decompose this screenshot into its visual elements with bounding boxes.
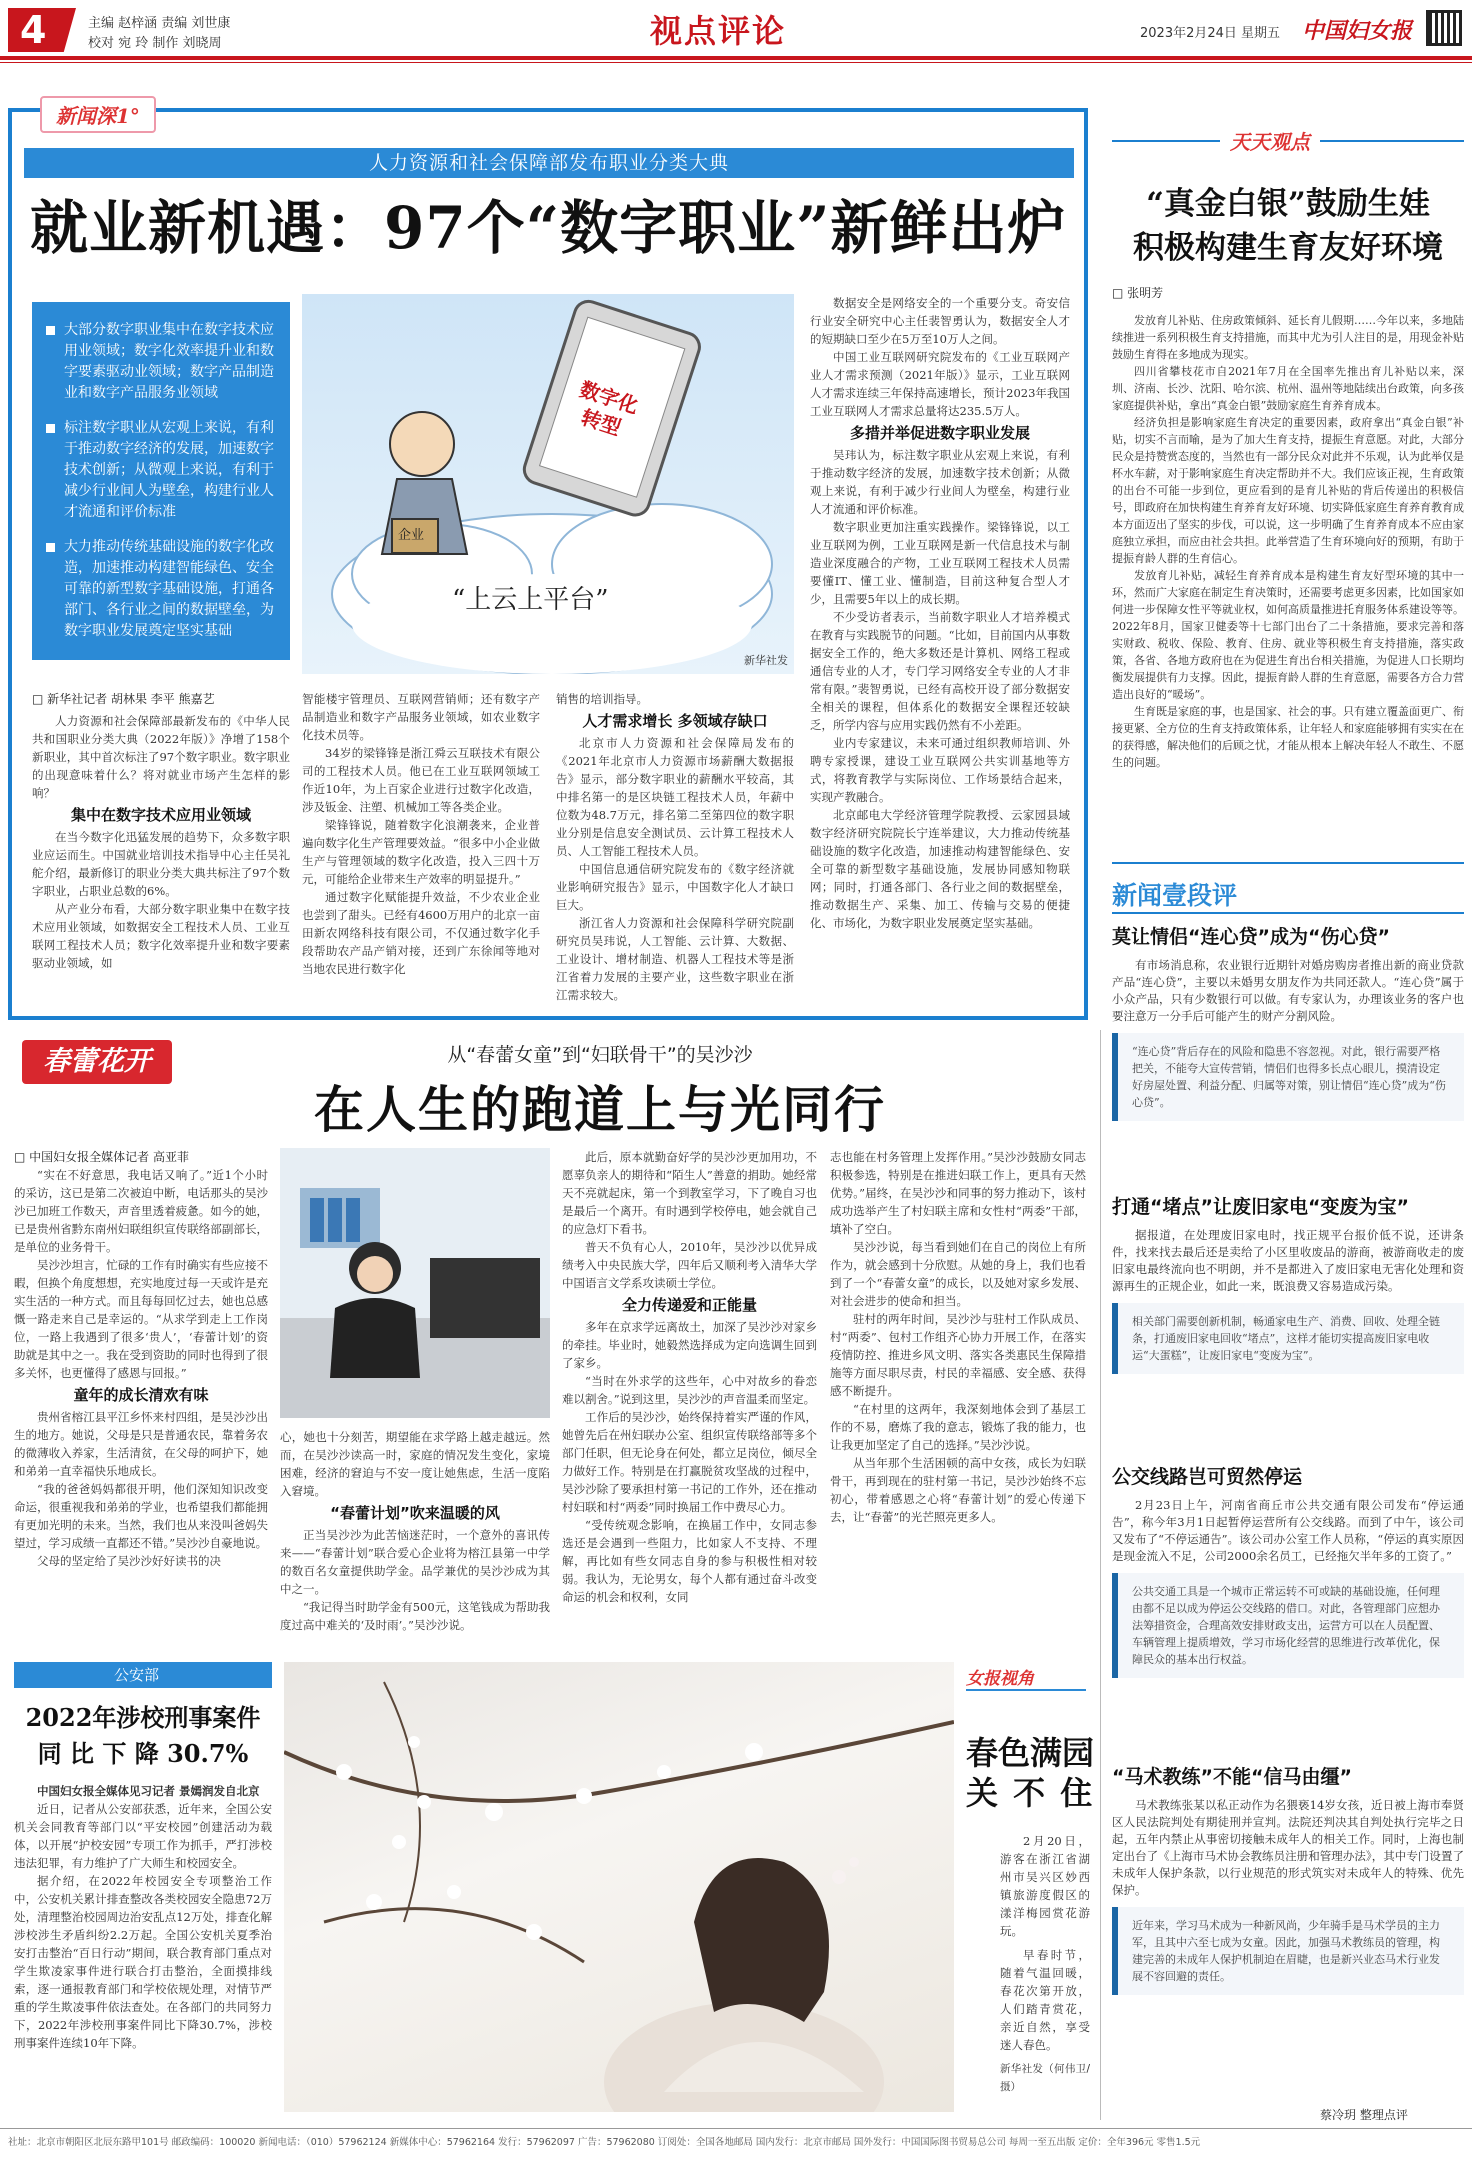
xinwen-item-3 bbox=[1112, 1462, 1464, 1678]
feature-tag: 新闻深1° bbox=[40, 96, 156, 133]
editor-credits-2: 校对 宛 玲 制作 刘晓周 bbox=[88, 36, 222, 51]
tablet-text: 数字化转型 bbox=[576, 376, 642, 440]
tiantian-title-1: “真金白银”鼓励生娃 bbox=[1146, 186, 1430, 222]
paragraph: 四川省攀枝花市自2021年7月在全国率先推出育儿补贴以来，深圳、济南、长沙、沈阳、哈尔滨、杭州、温州等地陆续出台政策，向多孩家庭提供补贴，拿出“真金白银”鼓励家庭生育养育成本。 bbox=[1112, 365, 1464, 412]
cloud-text: “上云上平台” bbox=[452, 585, 609, 615]
masthead bbox=[0, 0, 1472, 62]
tiantian-author: □ 张明芳 bbox=[1112, 286, 1164, 300]
bullet-item: 大力推动传统基础设施的数字化改造，加速推动构建智能绿色、安全可靠的新型数字基础设施，打通各部门、各行业之间的数据壁垒，为数字职业发展奠定坚实基础 bbox=[44, 537, 278, 642]
xinwen-item-title: 打通“堵点”让废旧家电“变废为宝” bbox=[1112, 1196, 1409, 1218]
paragraph: 销售的培训指导。 bbox=[556, 692, 648, 706]
xinwen-item-body: 马术教练张某以私正动作为名猥亵14岁女孩，近日被上海市奉贤区人民法院判处有期徒刑并宣判。法院还判决其自判处执行完毕之日起，五年内禁止从事密切接触未成年人的相关工作。同时，上海也制定出台了《上海市马术协会教练员注册和管理办法》，其中专门设置了未成年人保护条款，以行业规范的形式筑实对未成年人的特殊、优先保护。 bbox=[1112, 1798, 1464, 1897]
feature-subhead-3: 多措并举促进数字职业发展 bbox=[849, 424, 1030, 442]
tiantian-bottom-rule bbox=[1112, 862, 1464, 864]
paragraph: 梁锋锋说，随着数字化浪潮袭来，企业普遍向数字化生产管理要效益。“很多中小企业做生产与管理领域的数字化改造，投入三四十万元，可能给企业带来生产效率的明显提升。” bbox=[302, 818, 540, 886]
xinwen-item-body: 有市场消息称，农业银行近期针对婚房购房者推出新的商业贷款产品“连心贷”，主要以未婚男女朋友作为共同还款人。“连心贷”属于小众产品，只有少数银行可以做。有专家认为，办理该业务的客户也要注意万一分手后可能产生的财产分割风险。 bbox=[1112, 958, 1464, 1023]
feature-byline: □ 新华社记者 胡林果 李平 熊嘉艺 bbox=[32, 692, 215, 706]
paragraph: 贵州省榕江县平江乡怀来村四组，是吴沙沙出生的地方。她说，父母是只是普通农民，靠着务农的微薄收入养家，生活清贫，在父母的呵护下，她和弟弟一直幸福快乐地成长。 bbox=[14, 1410, 268, 1478]
paragraph: 生育既是家庭的事，也是国家、社会的事。只有建立覆盖面更广、衔接更紧、全方位的生育支持政策体系，让年轻人和家庭能够拥有实实在在的获得感，解决他们的后顾之忧，才能从根本上解决年轻人不敢生、不愿生的问题。 bbox=[1112, 705, 1464, 769]
paragraph: 据介绍，在2022年校园安全专项整治工作中，公安机关累计排查整改各类校园安全隐患72万处，清理整治校园周边治安乱点12万处，排查化解涉校涉生矛盾纠纷2.2万起。全国公安机关夏季治安打击整治“百日行动”期间，联合教育部门重点对学生欺凌家事件进行联合打击整治，全面摸排线索，逐一通报教育部门和学校依规处理，对情节严重的学生欺凌事件依法查处。在各部门的共同努力下，2022年涉校刑事案件同比下降30.7%，涉校刑事案件连续10年下降。 bbox=[14, 1874, 272, 2050]
xinwen-item-quote: 公共交通工具是一个城市正常运转不可或缺的基础设施，任何理由都不足以成为停运公交线路的借口。对此，各管理部门应想办法筹措资金，合理高效安排财政支出，运营方可以在人员配置、车辆管理上提质增效，学习市场化经营的思维进行改革优化，保障民众的基本出行权益。 bbox=[1112, 1573, 1464, 1678]
chunlei-subhead-3: 全力传递爱和正能量 bbox=[621, 1296, 757, 1314]
xinwen-compiler: 蔡冷玥 整理点评 bbox=[1320, 2108, 1408, 2122]
paragraph: 从当年那个生活困顿的高中女孩，成长为妇联骨干，再到现在的驻村第一书记，吴沙沙始终不忘初心，带着感恩之心将“春蕾计划”的爱心传递下去，让“春蕾”的光芒照亮更多人。 bbox=[830, 1456, 1086, 1524]
paragraph: 心，她也十分刻苦，期望能在求学路上越走越远。然而，在吴沙沙读高一时，家庭的情况发生变化，家境困难，经济的窘迫与不安一度让她焦虑，生活一度陷入窘境。 bbox=[280, 1430, 550, 1498]
chunlei-subhead-2: “春蕾计划”吹来温暖的风 bbox=[330, 1504, 500, 1522]
blossom-photo bbox=[284, 1662, 954, 2112]
feature-banner: 人力资源和社会保障部发布职业分类大典 bbox=[24, 148, 1074, 178]
xinwen-item-quote: “连心贷”背后存在的风险和隐患不容忽视。对此，银行需要严格把关，不能夸大宣传营销，情侣们也得多长点心眼儿，摸清设定好房屋处置、利益分配、归属等对策，别让情侣“连心贷”成为“伤心贷”。 bbox=[1112, 1033, 1464, 1121]
paragraph: 正当吴沙沙为此苦恼迷茫时，一个意外的喜讯传来——“春蕾计划”联合爱心企业将为榕江县第一中学的数百名女童提供助学金。品学兼优的吴沙沙成为其中之一。 bbox=[280, 1528, 550, 1596]
paragraph: 吴沙沙说，每当看到她们在自己的岗位上有所作为，就会感到十分欣慰。从她的身上，我们也看到了一个“春蕾女童”的成长，以及她对家乡发展、对社会进步的使命和担当。 bbox=[830, 1240, 1086, 1308]
footer-rule bbox=[0, 2128, 1472, 2129]
bag-text: 企业 bbox=[398, 528, 425, 543]
chunlei-byline-text: 中国妇女报全媒体记者 高亚菲 bbox=[29, 1150, 189, 1164]
chunlei-tag: 春蕾花开 bbox=[22, 1040, 172, 1084]
paragraph: 北京市人力资源和社会保障局发布的《2021年北京市人力资源市场薪酬大数据报告》显示，部分数字职业的薪酬水平较高，其中排名第一的是区块链工程技术人员，年薪中位数为48.7万元，排名第二至第四位的数字职业分别是信息安全测试员、云计算工程技术人员、人工智能工程技术人员。 bbox=[556, 736, 794, 858]
xinwen-item-1 bbox=[1112, 922, 1464, 1121]
header-rule-thin bbox=[0, 62, 1472, 63]
chunlei-col-1 bbox=[14, 1166, 268, 1570]
paragraph: “当时在外求学的这些年，心中对故乡的眷恋难以割舍。”说到这里，吴沙沙的声音温柔而坚定。 bbox=[562, 1374, 817, 1406]
paragraph: 父母的坚定给了吴沙沙好好读书的决 bbox=[37, 1554, 221, 1568]
chunlei-subhead-1: 童年的成长清欢有味 bbox=[73, 1386, 209, 1404]
xinwen-item-title: 莫让情侣“连心贷”成为“伤心贷” bbox=[1112, 926, 1390, 948]
xinwen-item-quote: 相关部门需要创新机制，畅通家电生产、消费、回收、处理全链条，打通废旧家电回收“堵点”，这样才能切实提高废旧家电收运“大蛋糕”，让废旧家电“变废为宝”。 bbox=[1112, 1303, 1464, 1374]
paragraph: “在村里的这两年，我深刻地体会到了基层工作的不易，磨炼了我的意志，锻炼了我的能力，也让我更加坚定了自己的选择。”吴沙沙说。 bbox=[830, 1402, 1086, 1452]
feature-col-4 bbox=[810, 294, 1070, 1010]
feature-headline: 就业新机遇：97个“数字职业”新鲜出炉 bbox=[30, 194, 1067, 262]
paragraph: 发放育儿补贴、住房政策倾斜、延长育儿假期……今年以来，多地陆续推进一系列积极生育支持措施，而其中尤为引人注目的是，用现金补贴鼓励生育得在多地成为现实。 bbox=[1112, 314, 1464, 361]
chunlei-col-4 bbox=[830, 1148, 1086, 1638]
paragraph: 普天不负有心人，2010年，吴沙沙以优异成绩考入中央民族大学，四年后又顺利考入清华大学中国语言文学系攻读硕士学位。 bbox=[562, 1240, 817, 1290]
photo-title-1: 春色满园 bbox=[966, 1734, 1095, 1772]
gongan-title-2: 同 比 下 降 30.7% bbox=[37, 1739, 249, 1768]
paragraph: 工作后的吴沙沙，始终保持着实严谨的作风，她曾先后在州妇联办公室、组织宣传联络部等多个部门任职，但无论身在何处，都立足岗位，倾尽全力做好工作。特别是在打赢脱贫攻坚战的过程中，吴沙沙除了要承担村第一书记的工作外，还在推动村妇联和村“两委”同时换届工作中费尽心力。 bbox=[562, 1410, 817, 1514]
footer-imprint: 社址：北京市朝阳区北辰东路甲101号 邮政编码：100020 新闻电话：（010）57962124 新媒体中心：57962164 发行：57962097 广告：57962080 订阅处：全国各地邮局 国内发行：北京市邮局 国外发行：中国国际图书贸易总公司 每周一至五出版 定价：全年396元 零售1.5元 bbox=[8, 2137, 1201, 2148]
xinwen-tag-rule bbox=[1112, 912, 1464, 914]
column-divider bbox=[1100, 1030, 1101, 2120]
paragraph: 近日，记者从公安部获悉，近年来，全国公安机关会同教育等部门以“平安校园”创建活动为载体，以开展“护校安园”专项工作为抓手，严打涉校违法犯罪，有力维护了广大师生和校园安全。 bbox=[14, 1802, 272, 1870]
xinwen-item-body: 据报道，在处理废旧家电时，找正规平台报价低不说，还讲条件，找来找去最后还是卖给了小区里收废品的游商，被游商收走的废旧家电最终流向也不明朗，并不是都进入了废旧家电无害化处理和资源再生的正规企业，如此一来，既浪费又容易造成污染。 bbox=[1112, 1228, 1464, 1293]
xinwen-item-quote: 近年来，学习马术成为一种新风尚，少年骑手是马术学员的主力军，且其中六至七成为女童。因此，加强马术教练员的管理，构建完善的未成年人保护机制迫在眉睫，也是新兴业态马术行业发展不容回避的责任。 bbox=[1112, 1907, 1464, 1995]
xinwen-item-2 bbox=[1112, 1192, 1464, 1374]
chunlei-col-2 bbox=[280, 1428, 550, 1634]
tiantian-author-text: 张明芳 bbox=[1127, 286, 1164, 300]
header-rule bbox=[0, 56, 1472, 60]
qr-code-icon bbox=[1426, 10, 1462, 46]
chunlei-kicker: 从“春蕾女童”到“妇联骨干”的吴沙沙 bbox=[447, 1044, 753, 1066]
chunlei-headline: 在人生的跑道上与光同行 bbox=[314, 1080, 886, 1139]
gongan-lead: 中国妇女报全媒体见习记者 景嫣润发自北京 bbox=[37, 1784, 260, 1798]
paragraph: 在当今数字化迅猛发展的趋势下，众多数字职业应运而生。中国就业培训技术指导中心主任吴礼舵介绍，最新修订的职业分类大典共标注了97个数字职业，占职业总数的6%。 bbox=[32, 830, 290, 898]
illustration-credit: 新华社发 bbox=[744, 654, 788, 667]
office-worker-photo bbox=[280, 1148, 550, 1418]
chunlei-byline: □ 中国妇女报全媒体记者 高亚菲 bbox=[14, 1150, 189, 1164]
page-number: 4 bbox=[20, 8, 47, 52]
photo-caption bbox=[1000, 1832, 1090, 2096]
tiantian-title-2: 积极构建生育友好环境 bbox=[1133, 230, 1443, 266]
paragraph: 智能楼宇管理员、互联网营销师；还有数字产品制造业和数字产品服务业领域，如农业数字化技术员等。 bbox=[302, 692, 540, 742]
xinwen-tag: 新闻壹段评 bbox=[1112, 881, 1238, 910]
paragraph: 数据安全是网络安全的一个重要分支。奇安信行业安全研究中心主任裴智勇认为，数据安全人才的短期缺口至少在5万至10万人之间。 bbox=[810, 296, 1070, 346]
xinwen-item-title: “马术教练”不能“信马由缰” bbox=[1112, 1766, 1352, 1788]
paragraph: 此后，原本就勤奋好学的吴沙沙更加用功，不愿辜负亲人的期待和“陌生人”善意的捐助。她经常天不亮就起床，第一个到教室学习，下了晚自习也是最后一个离开。有时遇到学校停电，她会就自己的应急灯下看书。 bbox=[562, 1150, 817, 1236]
feature-col-1 bbox=[32, 712, 290, 972]
paragraph: 通过数字化赋能提升效益，不少农业企业也尝到了甜头。已经有4600万用户的北京一亩田新农网络科技有限公司，不仅通过数字化手段帮助农产品产销对接，还到广东徐闻等地对当地农民进行数字化 bbox=[302, 890, 540, 976]
feature-col-3 bbox=[556, 690, 794, 1010]
paper-logo: 中国妇女报 bbox=[1302, 18, 1413, 44]
gongan-body bbox=[14, 1782, 272, 2122]
cloud-tablet-cartoon bbox=[302, 294, 794, 674]
paragraph: 人力资源和社会保障部最新发布的《中华人民共和国职业分类大典（2022年版）》净增了158个新职业，其中首次标注了97个数字职业。数字职业的出现意味着什么？将对就业市场产生怎样的影响？ bbox=[32, 714, 290, 800]
paragraph: 吴玮认为，标注数字职业从宏观上来说，有利于推动数字经济的发展，加速数字技术创新；从微观上来说，有利于减少行业间人为壁垒，构建行业人才流通和评价标准。 bbox=[810, 448, 1070, 516]
photo-title-2: 关 不 住 bbox=[966, 1774, 1095, 1812]
gongan-title-1: 2022年涉校刑事案件 bbox=[25, 1703, 261, 1732]
caption-text: 2月20日，游客在浙江省湖州市吴兴区妙西镇旅游度假区的漾洋梅园赏花游玩。 bbox=[1000, 1834, 1090, 1938]
paragraph: 不少受访者表示，当前数字职业人才培养模式在教育与实践脱节的问题。“比如，目前国内从事数据安全工作的，绝大多数还是计算机、网络工程或通信专业的人才，专门学习网络安全专业的人才非常有限。”裴智勇说，已经有高校开设了部分数据安全相关的课程，但体系化的数据安全课程还较缺乏，所学内容与应用实践仍然有不小差距。 bbox=[810, 610, 1070, 732]
paragraph: 业内专家建议，未来可通过组织教师培训、外聘专家授课，建设工业互联网公共实训基地等方式，将教育教学与实际岗位、工作场景结合起来，实现产教融合。 bbox=[810, 736, 1070, 804]
xinwen-item-body: 2月23日上午，河南省商丘市公共交通有限公司发布“停运通告”，称今年3月1日起暂停运营所有公交线路。而到了中午，该公司又发布了“不停运通告”。该公司办公室工作人员称，“停运的真实原因是现金流入不足，公司2000余名员工，已经拖欠半年多的工资了。” bbox=[1112, 1498, 1464, 1563]
photo-tag: 女报视角 bbox=[966, 1664, 1086, 1691]
issue-date: 2023年2月24日 星期五 bbox=[1140, 26, 1281, 41]
plum-blossom-photo bbox=[284, 1662, 954, 2112]
paragraph: 从产业分布看，大部分数字职业集中在数字技术应用业领域，如数据安全工程技术人员、工业互联网工程技术人员；数字化效率提升业和数字要素驱动业领域，如 bbox=[32, 902, 290, 970]
paragraph: 数字职业更加注重实践操作。梁锋锋说，以工业互联网为例，工业互联网是新一代信息技术与制造业深度融合的产物，工业互联网工程技术人员需要懂IT、懂工业、懂制造，目前这种复合型人才少，且需要5年以上的成长期。 bbox=[810, 520, 1070, 606]
paragraph: 多年在京求学远离故土，加深了吴沙沙对家乡的牵挂。毕业时，她毅然选择成为定向选调生回到了家乡。 bbox=[562, 1320, 817, 1370]
paragraph: 中国工业互联网研究院发布的《工业互联网产业人才需求预测（2021年版）》显示，工业互联网人才需求连续三年保持高速增长，预计2023年我国工业互联网人才需求总量将达235.5万人。 bbox=[810, 350, 1070, 418]
paragraph: “受传统观念影响，在换届工作中，女同志参选还是会遇到一些阻力，比如家人不支持、不理解，再比如有些女同志自身的参与积极性相对较弱。我认为，无论男女，每个人都有通过奋斗改变命运的机会和权利，女同 bbox=[562, 1518, 817, 1604]
feature-bullets bbox=[32, 302, 290, 660]
xinwen-item-title: 公交线路岂可贸然停运 bbox=[1112, 1466, 1303, 1488]
feature-col-2 bbox=[302, 690, 540, 1010]
paragraph: 中国信息通信研究院发布的《数字经济就业影响研究报告》显示，中国数字化人才缺口巨大。 bbox=[556, 862, 794, 912]
chunlei-col-3 bbox=[562, 1148, 817, 1638]
paragraph: 驻村的两年时间，吴沙沙与驻村工作队成员、村“两委”、包村工作组齐心协力开展工作，在落实疫情防控、推进乡风文明、落实各类惠民生保障措施等方面尽职尽责，村民的幸福感、安全感、获得感不断提升。 bbox=[830, 1312, 1086, 1398]
xinwen-item-4 bbox=[1112, 1762, 1464, 1995]
paragraph: 吴沙沙坦言，忙碌的工作有时确实有些应接不暇，但换个角度想想，充实地度过每一天或许是充实生活的一种方式。而且每每回忆过去，她也总感慨一路走来自己是幸运的。“从求学到走上工作岗位，一路上我遇到了很多‘贵人’，‘春蕾计划’的资助就是其中之一。我在受到资助的同时也得到了很多关怀，也更懂得了感恩与回报。” bbox=[14, 1258, 268, 1380]
paragraph: “实在不好意思，我电话又响了。”近1个小时的采访，这已是第二次被迫中断，电话那头的吴沙沙已加班工作数天，声音里透着疲惫。如今的她，已是贵州省黔东南州妇联组织宣传联络部副部长，是单位的业务骨干。 bbox=[14, 1168, 268, 1254]
paragraph: “我的爸爸妈妈都很开明，他们深知知识改变命运，很重视我和弟弟的学业，也希望我们都能拥有更加光明的未来。当然，我们也从来没叫爸妈失望过，学习成绩一直都还不错。”吴沙沙自豪地说。 bbox=[14, 1482, 268, 1550]
section-title: 视点评论 bbox=[650, 12, 787, 50]
chunlei-photo bbox=[280, 1148, 550, 1418]
editor-credits-1: 主编 赵梓涵 责编 刘世康 bbox=[88, 16, 231, 31]
paragraph: 经济负担是影响家庭生育决定的重要因素，政府拿出“真金白银”补贴，切实不言而喻，是为了加大生育支持，提振生育意愿。对此，大部分民众是持赞赏态度的，当然也有一部分民众对此并不乐观，认为此举仅是杯水车薪，对于影响家庭生育决定帮助并不大。我们应该正视，生育政策的出台不可能一步到位，更应看到的是育儿补贴的背后传递出的积极信号，即政府在加快构建生育养育友好环境、切实降低家庭生育养育教育成本方面迈出了坚实的步伐，可以说，这一步明确了生育养育成本不应由家庭独立承担，而应由社会共担。此举营造了生育环境向好的预期，有助于提振育龄人群的生育信心。 bbox=[1112, 416, 1464, 565]
feature-subhead-2: 人才需求增长 多领域存缺口 bbox=[582, 712, 768, 730]
gongan-tag: 公安部 bbox=[14, 1662, 272, 1688]
feature-illustration bbox=[302, 294, 794, 674]
caption-text: 早春时节，随着气温回暖，春花次第开放，人们踏青赏花，亲近自然，享受迷人春色。 bbox=[1000, 1948, 1090, 2052]
paragraph: 34岁的梁锋锋是浙江舜云互联技术有限公司的工程技术人员。他已在工业互联网领域工作近10年，为上百家企业进行过数字化改造，涉及钣金、注塑、机械加工等各类企业。 bbox=[302, 746, 540, 814]
paragraph: 志也能在村务管理上发挥作用。”吴沙沙鼓励女同志积极参选，特别是在推进妇联工作上，更具有天然优势。”届终，在吴沙沙和同事的努力推动下，该村成功选举产生了村妇联主席和女性村“两委”干部，填补了空白。 bbox=[830, 1150, 1086, 1236]
paragraph: 北京邮电大学经济管理学院教授、云家园县域数字经济研究院院长宁连举建议，大力推动传统基础设施的数字化改造，加速推动构建智能绿色、安全可靠的新型数字基础设施，发展协同感知物联网；同时，打通各部门、各行业之间的数据壁垒，推动数据生产、采集、加工、传输与交易的便捷化、市场化，为数字职业发展奠定坚实基础。 bbox=[810, 808, 1070, 930]
paragraph: 发放育儿补贴，减轻生育养育成本是构建生育友好型环境的其中一环，然而广大家庭在制定生育决策时，还需要考虑更多因素，比如国家如何进一步保障女性平等就业权，如何高质量推进托育服务体系建设等等。2022年8月，国家卫健委等十七部门出台了二十条措施，要求完善和落实财政、税收、保险、教育、住房、就业等积极生育支持措施，落实政策，各省、各地方政府也在为促进生育出台相关措施，为促进人口长期均衡发展提供有力支撑。因此，提振育龄人群的生育意愿，需要各方合力营造出良好的“暖场”。 bbox=[1112, 569, 1464, 701]
paragraph: 浙江省人力资源和社会保障科学研究院副研究员吴玮说，人工智能、云计算、大数据、工业设计、增材制造、机器人工程技术等是浙江省着力发展的主要产业，这些数字职业在浙江需求较大。 bbox=[556, 916, 794, 1002]
bullet-item: 标注数字职业从宏观上来说，有利于推动数字经济的发展，加速数字技术创新；从微观上来说，有利于减少行业间人为壁垒，构建行业人才流通和评价标准 bbox=[44, 418, 278, 523]
feature-subhead-1: 集中在数字技术应用业领域 bbox=[70, 806, 251, 824]
photo-credit: 新华社发（何伟卫/摄） bbox=[1000, 2063, 1090, 2093]
tiantian-tag: 天天观点 bbox=[1220, 126, 1320, 155]
feature-byline-text: 新华社记者 胡林果 李平 熊嘉艺 bbox=[47, 692, 215, 706]
tiantian-body bbox=[1112, 312, 1464, 852]
paragraph: “我记得当时助学金有500元，这笔钱成为帮助我度过高中难关的‘及时雨’。”吴沙沙说。 bbox=[280, 1600, 550, 1632]
bullet-item: 大部分数字职业集中在数字技术应用业领域；数字化效率提升业和数字要素驱动业领域；数字产品制造业和数字产品服务业领域 bbox=[44, 320, 278, 404]
